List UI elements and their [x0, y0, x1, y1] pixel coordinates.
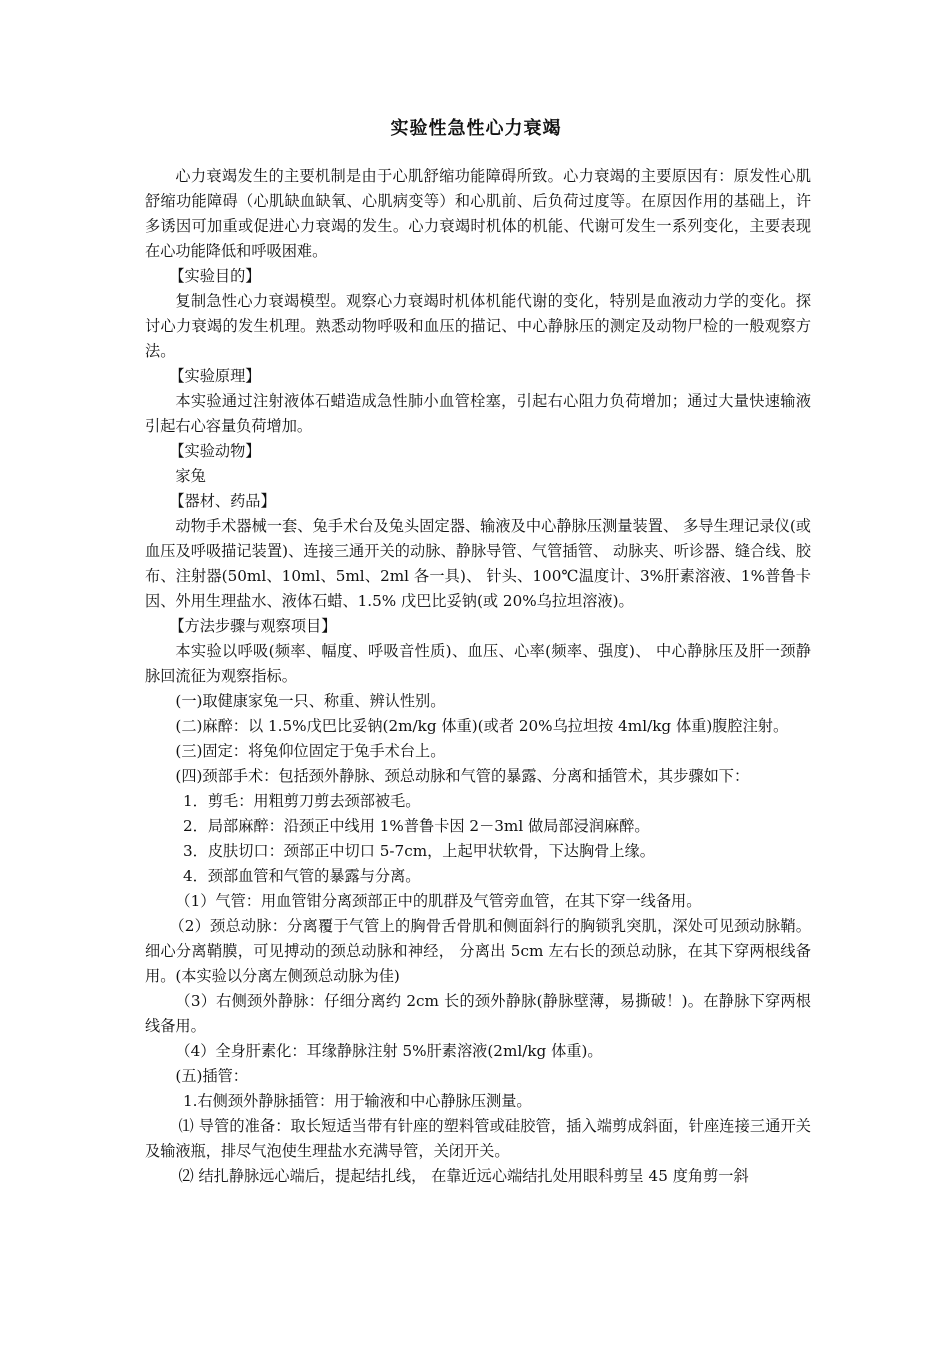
substep-exposure: 4．颈部血管和气管的暴露与分离。	[183, 867, 421, 885]
step-four: (四)颈部手术：包括颈外静脉、颈总动脉和气管的暴露、分离和插管术，其步骤如下：	[175, 767, 750, 785]
step-three: (三)固定：将兔仰位固定于兔手术台上。	[175, 742, 446, 760]
principle-paragraph: 本实验通过注射液体石蜡造成急性肺小血管栓塞，引起右心阻力负荷增加；通过大量快速输液引起右心容量负荷增加。	[145, 392, 811, 435]
substep-incision: 3．皮肤切口：颈部正中切口 5-7cm，上起甲状软骨，下达胸骨上缘。	[183, 842, 655, 860]
item-vein-ligation: ⑵ 结扎静脉远心端后，提起结扎线， 在靠近远心端结扎处用眼科剪呈 45 度角剪一斜	[178, 1167, 749, 1185]
item-heparinization: （4）全身肝素化：耳缘静脉注射 5%肝素溶液(2ml/kg 体重)。	[175, 1042, 603, 1060]
section-heading-principle: 【实验原理】	[169, 367, 261, 385]
document-body	[145, 164, 811, 1189]
item-trachea: （1）气管：用血管钳分离颈部正中的肌群及气管旁血管，在其下穿一线备用。	[175, 892, 702, 910]
item-carotid-artery: （2）颈总动脉：分离覆于气管上的胸骨舌骨肌和侧面斜行的胸锁乳突肌，深处可见颈动脉鞘。细心分离鞘膜，可见搏动的颈总动脉和神经， 分离出 5cm 左右长的颈总动脉，在其下穿两根线备用。(本实验以分离左侧颈总动脉为佳)	[145, 917, 811, 985]
substep-shave: 1．剪毛：用粗剪刀剪去颈部被毛。	[183, 792, 421, 810]
animal-paragraph: 家兔	[175, 467, 206, 485]
section-heading-materials: 【器材、药品】	[169, 492, 276, 510]
step-one: (一)取健康家兔一只、称重、辨认性别。	[175, 692, 446, 710]
substep-anesthesia: 2．局部麻醉：沿颈正中线用 1%普鲁卡因 2－3ml 做局部浸润麻醉。	[183, 817, 650, 835]
section-heading-animal: 【实验动物】	[169, 442, 261, 460]
step-two: (二)麻醉：以 1.5%戊巴比妥钠(2m/kg 体重)(或者 20%乌拉坦按 4ml/kg 体重)腹腔注射。	[175, 717, 789, 735]
intro-paragraph: 心力衰竭发生的主要机制是由于心肌舒缩功能障碍所致。心力衰竭的主要原因有：原发性心肌舒缩功能障碍（心肌缺血缺氧、心肌病变等）和心肌前、后负荷过度等。在原因作用的基础上，许多诱因可加重或促进心力衰竭的发生。心力衰竭时机体的机能、代谢可发生一系列变化，主要表现在心功能降低和呼吸困难。	[145, 167, 811, 260]
item-catheter-preparation: ⑴ 导管的准备：取长短适当带有针座的塑料管或硅胶管，插入端剪成斜面，针座连接三通开关及输液瓶，排尽气泡使生理盐水充满导管，关闭开关。	[145, 1117, 811, 1160]
document-title: 实验性急性心力衰竭	[390, 118, 562, 139]
methods-intro-paragraph: 本实验以呼吸(频率、幅度、呼吸音性质)、血压、心率(频率、强度)、 中心静脉压及肝一颈静脉回流征为观察指标。	[145, 642, 811, 685]
item-jugular-vein: （3）右侧颈外静脉：仔细分离约 2cm 长的颈外静脉(静脉壁薄，易撕破！)。在静脉下穿两根线备用。	[145, 992, 811, 1035]
purpose-paragraph: 复制急性心力衰竭模型。观察心力衰竭时机体机能代谢的变化，特别是血液动力学的变化。探讨心力衰竭的发生机理。熟悉动物呼吸和血压的描记、中心静脉压的测定及动物尸检的一般观察方法。	[145, 292, 811, 360]
section-heading-purpose: 【实验目的】	[169, 267, 261, 285]
substep-jugular-cannulation: 1.右侧颈外静脉插管：用于输液和中心静脉压测量。	[183, 1092, 532, 1110]
materials-paragraph: 动物手术器械一套、兔手术台及兔头固定器、输液及中心静脉压测量装置、 多导生理记录仪(或血压及呼吸描记装置)、连接三通开关的动脉、静脉导管、气管插管、 动脉夹、听诊器、缝合线、胶布、注射器(50ml、10ml、5ml、2ml 各一具)、 针头、100℃温度计、3%肝素溶液、1%普鲁卡因、外用生理盐水、液体石蜡、1.5% 戊巴比妥钠(或 20%乌拉坦溶液)。	[145, 517, 811, 610]
step-five: (五)插管：	[175, 1067, 248, 1085]
section-heading-methods: 【方法步骤与观察项目】	[169, 617, 337, 635]
